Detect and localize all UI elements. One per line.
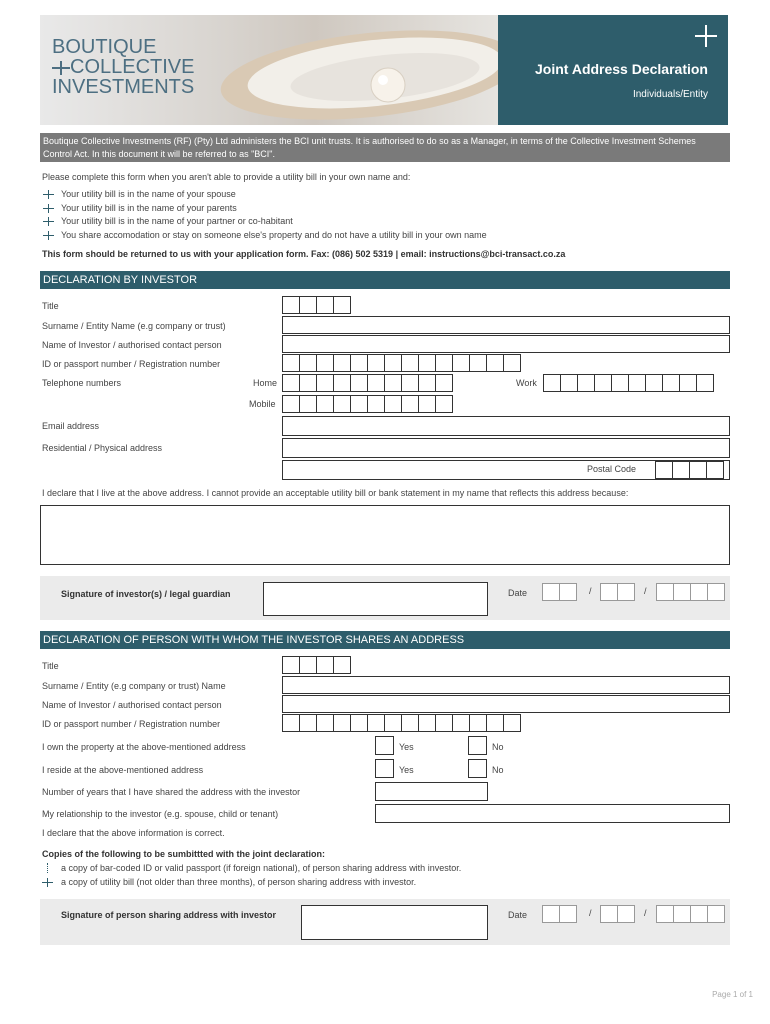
page-number: Page 1 of 1: [712, 990, 753, 999]
id-label: ID or passport number / Registration number: [42, 359, 221, 369]
brand-line-2: COLLECTIVE: [70, 56, 195, 78]
instruction-item: You share accomodation or stay on someone else's property and do not have a utility bill in your own name: [61, 230, 487, 240]
date-label-1: Date: [508, 588, 528, 598]
instruction-item: Your utility bill is in the name of your parents: [61, 203, 237, 213]
date-month-cells-1[interactable]: [600, 583, 634, 601]
date-day-cells-2[interactable]: [542, 905, 576, 923]
surname-input-2[interactable]: [282, 676, 730, 694]
section1-heading: DECLARATION BY INVESTOR: [40, 271, 730, 289]
return-note: This form should be returned to us with your application form. Fax: (086) 502 5319 | email: instructions@bci-transact.co.za: [42, 249, 566, 259]
name-label-2: Name of Investor / authorised contact person: [42, 700, 222, 710]
surname-label: Surname / Entity Name (e.g company or trust): [42, 321, 226, 331]
bullet-icon: [43, 217, 54, 226]
relationship-input[interactable]: [375, 804, 730, 823]
declare-text: I declare that I live at the above address. I cannot provide an acceptable utility bill or bank statement in my name that reflects this address because:: [42, 488, 629, 498]
home-phone-cells[interactable]: [282, 374, 452, 392]
intro-box: [40, 133, 730, 162]
email-label: Email address: [42, 421, 100, 431]
signature-input-2[interactable]: [301, 905, 488, 940]
instruction-item: Your utility bill is in the name of your partner or co-habitant: [61, 216, 293, 226]
work-label: Work: [516, 378, 537, 388]
title-label: Title: [42, 301, 59, 311]
brand-cross-icon: [52, 61, 70, 73]
correct-declaration: I declare that the above information is correct.: [42, 828, 225, 838]
reside-no-label: No: [492, 765, 504, 775]
postal-code-cells[interactable]: [655, 461, 723, 479]
section2-heading: DECLARATION OF PERSON WITH WHOM THE INVESTOR SHARES AN ADDRESS: [40, 631, 730, 649]
date-slash: /: [589, 908, 592, 918]
form-title: Joint Address Declaration: [535, 61, 708, 77]
years-label: Number of years that I have shared the address with the investor: [42, 787, 301, 797]
address-input-line-1[interactable]: [282, 438, 730, 458]
own-yes-checkbox[interactable]: [375, 736, 394, 755]
bullet-icon: [43, 231, 54, 240]
date-day-cells-1[interactable]: [542, 583, 576, 601]
email-input[interactable]: [282, 416, 730, 436]
home-label: Home: [253, 378, 278, 388]
work-phone-cells[interactable]: [543, 374, 713, 392]
own-no-label: No: [492, 742, 504, 752]
bullet-icon: [42, 878, 53, 887]
header-title-panel: [498, 15, 728, 125]
name-input-2[interactable]: [282, 695, 730, 713]
form-subtitle: Individuals/Entity: [632, 89, 708, 100]
date-label-2: Date: [508, 910, 528, 920]
date-year-cells-2[interactable]: [656, 905, 724, 923]
copy-item: a copy of bar-coded ID or valid passport (if foreign national), of person sharing address with investor.: [61, 863, 462, 873]
brand-line-1: BOUTIQUE: [52, 36, 157, 58]
title-cells-2[interactable]: [282, 656, 350, 674]
id-cells-2[interactable]: [282, 714, 520, 732]
instruction-item: Your utility bill is in the name of your spouse: [61, 189, 236, 199]
date-year-cells-1[interactable]: [656, 583, 724, 601]
id-label-2: ID or passport number / Registration number: [42, 719, 221, 729]
phone-label: Telephone numbers: [42, 378, 122, 388]
years-input[interactable]: [375, 782, 488, 801]
intro-text: Boutique Collective Investments (RF) (Pty) Ltd administers the BCI unit trusts. It is authorised to do so as a Manager, in terms of the Collective Investment Schemes Control Act. In this document it will be referred to as "BCI".: [43, 136, 696, 159]
id-cells[interactable]: [282, 354, 520, 372]
title-cells[interactable]: [282, 296, 350, 314]
mobile-label: Mobile: [249, 399, 276, 409]
relationship-label: My relationship to the investor (e.g. spouse, child or tenant): [42, 809, 279, 819]
bullet-icon: [43, 190, 54, 199]
header-cross-icon: [695, 25, 717, 47]
dotted-bullet-icon: [47, 863, 49, 873]
brand-line-3: INVESTMENTS: [52, 76, 195, 98]
signature-label-2: Signature of person sharing address with investor: [61, 910, 277, 920]
reason-textarea[interactable]: [40, 505, 730, 565]
date-slash: /: [589, 586, 592, 596]
title-label-2: Title: [42, 661, 59, 671]
postal-code-label: Postal Code: [587, 464, 637, 474]
date-month-cells-2[interactable]: [600, 905, 634, 923]
name-input[interactable]: [282, 335, 730, 353]
mobile-phone-cells[interactable]: [282, 395, 452, 413]
reside-yes-label: Yes: [399, 765, 414, 775]
surname-label-2: Surname / Entity (e.g company or trust) Name: [42, 681, 226, 691]
reside-yes-checkbox[interactable]: [375, 759, 394, 778]
address-label: Residential / Physical address: [42, 443, 163, 453]
name-label: Name of Investor / authorised contact person: [42, 340, 222, 350]
date-slash: /: [644, 908, 647, 918]
own-yes-label: Yes: [399, 742, 414, 752]
reside-no-checkbox[interactable]: [468, 759, 487, 778]
header-banner-image: [40, 15, 498, 125]
surname-input[interactable]: [282, 316, 730, 334]
instructions-lead: Please complete this form when you aren't able to provide a utility bill in your own name and:: [42, 172, 411, 182]
reside-label: I reside at the above-mentioned address: [42, 765, 204, 775]
copy-item: a copy of utility bill (not older than three months), of person sharing address with investor.: [61, 877, 417, 887]
signature-input-1[interactable]: [263, 582, 488, 616]
bullet-icon: [43, 204, 54, 213]
copies-heading: Copies of the following to be sumbittted with the joint declaration:: [42, 849, 325, 859]
date-slash: /: [644, 586, 647, 596]
signature-label-1: Signature of investor(s) / legal guardian: [61, 589, 231, 599]
own-no-checkbox[interactable]: [468, 736, 487, 755]
own-property-label: I own the property at the above-mentioned address: [42, 742, 246, 752]
